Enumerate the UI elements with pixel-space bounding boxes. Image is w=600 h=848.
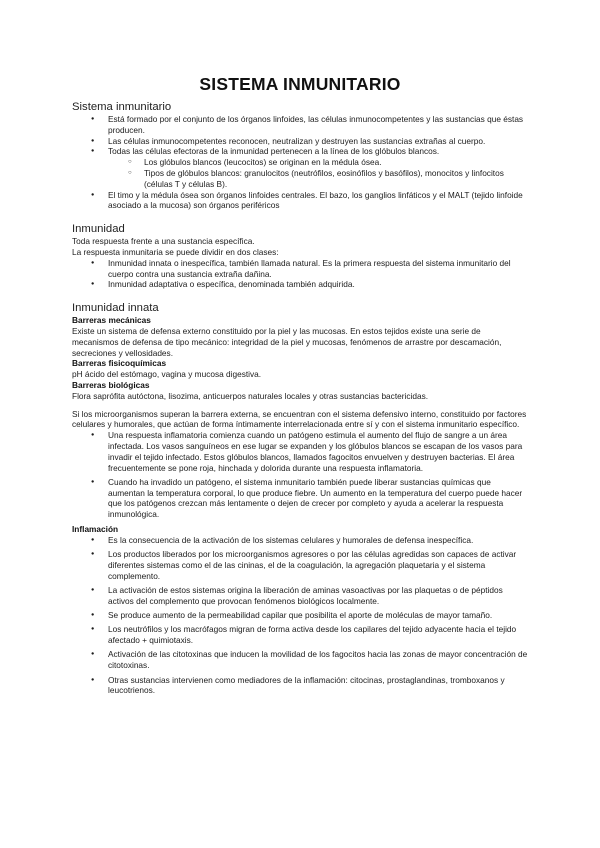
list-item: ● Se produce aumento de la permeabilidad capilar que posibilita el aporte de moléculas de mayor tamaño. [72, 610, 528, 621]
sistema-list [72, 114, 528, 211]
paragraph: La respuesta inmunitaria se puede dividir en dos clases: [72, 246, 279, 257]
sublist-item: ○ Los glóbulos blancos (leucocitos) se originan en la médula ósea. [108, 157, 528, 168]
paragraph: Flora saprófita autóctona, lisozima, anticuerpos naturales locales y otras sustancias bactericidas. [72, 390, 429, 401]
list-item: ● Inmunidad innata o inespecífica, también llamada natural. Es la primera respuesta del sistema inmunitario del cuerpo contra una sustancia extraña dañina. [72, 258, 528, 280]
paragraph: pH ácido del estómago, vagina y mucosa digestiva. [72, 369, 262, 380]
section-heading-sistema: Sistema inmunitario [72, 101, 172, 113]
section-heading-inmunidad: Inmunidad [72, 223, 125, 236]
list-item-text: Todas las células efectoras de la inmunidad pertenecen a la línea de los glóbulos blancos. [108, 146, 440, 157]
sublist [108, 157, 528, 189]
subheading-biologicas: Barreras biológicas [72, 379, 150, 390]
paragraph: Si los microorganismos superan la barrera externa, se encuentran con el sistema defensivo interno, constituido por factores celulares y humorales, que actúan de forma íntimamente interrelacionada entre sí y con el sistema inmunitario específico. [72, 408, 527, 430]
list-item: ● Cuando ha invadido un patógeno, el sistema inmunitario también puede liberar sustancias químicas que aumentan la temperatura corporal, lo que produce fiebre. Un aumento en la temperatura del cuerpo puede hacer que los patógenos crezcan más lentamente o dejen de crecer por completo y ayuda a acelerar la respuesta inmunológica. [72, 477, 528, 520]
list-item: ● Es la consecuencia de la activación de los sistemas celulares y humorales de defensa inespecífica. [72, 535, 528, 546]
list-item: ● Las células inmunocompetentes reconocen, neutralizan y destruyen las sustancias extrañas al cuerpo. [72, 136, 528, 147]
list-item: ● El timo y la médula ósea son órganos linfoides centrales. El bazo, los ganglios linfáticos y el MALT (tejido linfoide asociado a la mucosa) son órganos periféricos [72, 190, 528, 212]
paragraph: Existe un sistema de defensa externo constituido por la piel y las mucosas. En estos tejidos existe una serie de mecanismos de defensa de tipo mecánico: integridad de la piel y mucosas, fenómenos de arrastre por descamación, secreciones y vellosidades. [72, 325, 502, 358]
list-item: ● Inmunidad adaptativa o específica, denominada también adquirida. [72, 279, 528, 290]
sublist-item: ○ Tipos de glóbulos blancos: granulocitos (neutrófilos, eosinófilos y basófilos), monocitos y linfocitos (células T y células B). [108, 168, 528, 190]
subheading-inflamacion: Inflamación [72, 524, 119, 534]
page-title: SISTEMA INMUNITARIO [199, 74, 401, 94]
list-item: ● Está formado por el conjunto de los órganos linfoides, las células inmunocompetentes y las sustancias que éstas producen. [72, 114, 528, 136]
paragraph: Toda respuesta frente a una sustancia específica. [72, 236, 255, 247]
inmunidad-list [72, 258, 528, 290]
subheading-fisicoquimicas: Barreras fisicoquímicas [72, 358, 167, 369]
list-item [72, 146, 528, 189]
list-item: ● Los productos liberados por los microorganismos agresores o por las células agredidas son capaces de activar diferentes sistemas como el de las cininas, el de la coagulación, la agregación plaquetaria y el sistema complemento. [72, 549, 528, 581]
section-heading-innata: Inmunidad innata [72, 302, 159, 315]
list-item: ● La activación de estos sistemas origina la liberación de aminas vasoactivas por las plaquetas o de péptidos activos del complemento que provocan fenómenos biológicos localmente. [72, 585, 528, 607]
inflamacion-list [72, 535, 528, 696]
innata-list [72, 430, 528, 520]
subheading-mecanicas: Barreras mecánicas [72, 315, 151, 326]
list-item: ● Activación de las citotoxinas que inducen la movilidad de los fagocitos hacia las zonas de mayor concentración de citotoxinas. [72, 649, 528, 671]
list-item: ● Los neutrófilos y los macrófagos migran de forma activa desde los capilares del tejido adyacente hacia el tejido afectado + quimiotaxis. [72, 624, 528, 646]
list-item: ● Una respuesta inflamatoria comienza cuando un patógeno estimula el aumento del flujo de sangre a un área infectada. Los vasos sanguíneos en ese lugar se expanden y los glóbulos blancos se escapan de los vasos para invadir el tejido infectado. Estos glóbulos blancos, llamados fagocitos envuelven y destruyen bacterias. El área frecuentemente se pone roja, hinchada y dolorida durante una respuesta inflamatoria. [72, 430, 528, 473]
list-item: ● Otras sustancias intervienen como mediadores de la inflamación: citocinas, prostaglandinas, tromboxanos y leucotrienos. [72, 675, 528, 697]
